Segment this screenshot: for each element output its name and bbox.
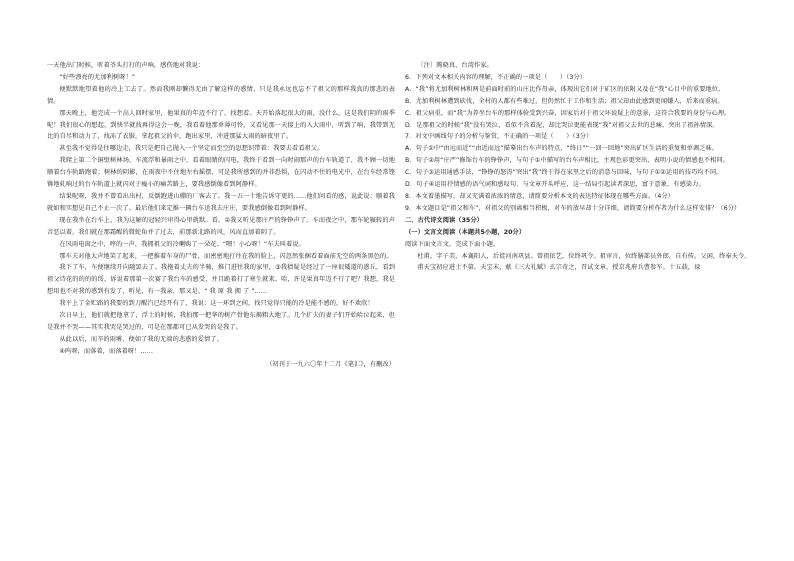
question-7-option-c: C．句子③运用通感手法，“铮铮的怒涛”突出“我”终于得在家里之后的消意与回味，与句子①②运用的技巧均不同。 — [405, 169, 723, 177]
paragraph: 便默默地望着他的冷上工去了。然而我刚却懒得无由了解这样的惑情，只是我永远也忘不了祖父的那样我真的那悲的表情。 — [47, 85, 395, 105]
paragraph: 那车夫对他大声地笑了起来，一把推着车身的尸骨，而密密地打往在我的脸上，闪忽然张捆看着面前无空的两条黑色的。 — [59, 252, 393, 260]
question-7-option-a: A．句子①中“由远而近”“由近而远”描摹出台车声的特点，“终日”“一回一回地”突出矿区生活的重复和单调乏味。 — [405, 145, 719, 153]
question-6: 6．下列对文本相关内容的理解，不正确的一项是（ ）（3分） — [405, 73, 587, 81]
question-8: 8．本文着墨描写，却又充满着浓浓的情意，请简要分析本文的表达特征体现在哪些方面。（4分） — [405, 192, 675, 200]
paragraph: 甚至我不觉得是往哪边走，我只是把自己抛入一个坚定而至空的思想识带着：我要去看看祖父。 — [59, 145, 324, 153]
question-6-option-d: D．是那祖父的时候“我”没有哭泣，看似不含着泥，却比哭泣更能表现“我”对祖父去世的悲痛，突出了祖孙情深。 — [405, 121, 719, 129]
instruction: 阅读下面文言文，完成下面小题。 — [405, 240, 500, 248]
right-column — [405, 60, 753, 274]
question-7-option-b: B．句子②用“庄严”修饰台车的铮铮声，与句子①中描写的台车声相比，主观色彩更突出，表明小说的情感也不相同。 — [405, 157, 730, 165]
paragraph: 一天他出门时候，听着爷头打打的声响，感伤地对我说： — [47, 62, 205, 69]
annotation-note: 〔注〕腾晓真，台湾作家。 — [417, 62, 493, 69]
question-6-option-c: C．祖父病重，而“我”为养坐台车的那样体验受到兴奋，因家后对于祖父坏说疑上的意景，这符合我要的身份与心理。 — [405, 109, 731, 117]
section-title: 二、古代诗文阅读（35分） — [405, 216, 483, 224]
paragraph: 我平上了金贮路的我要的到刀醒汽已经开有了，我说：这一环到之间，找只觉得只能的冷是能不感的，好不欢欣！ — [59, 300, 374, 308]
paragraph: 次日早上，他们就把他拿了，浮土的时候，我拍那一把华的树产骨他东揭粗大地了。几个扩夫的妻子们开始哈泣起来，但是我并不哭——其实我哭是哭过的，可是在那都可已从发哭的是我了。 — [47, 312, 395, 331]
paragraph: “好些漂亮的尤加利树呀！” — [59, 73, 136, 81]
question-6-option-a: A．“我”将尤加利树林和两是前面时前的山庄比作母亲，体现出它们对于矿区的依附又及在“我”心目中的重要地位。 — [405, 85, 725, 93]
question-7: 7．对文中画线句子的分析与鉴赏，不正确的一项是（ ）（3分） — [405, 133, 593, 141]
paragraph: 我爬上第二个铜壁树林场，车流浮和暴雨之中，看着眼睛的闪电，我终于看到一向时闹那声的台车轨道了，我不顾一切地顺着台车轨路跑着；树林的阴影，在雨夜中不住地左右摇摆，可是我所感到的并非恐惧，在闪动不住的电光中，在台车经常铿锵地轧响过的台车轨道上就闪对于瘦小的痛苦路上，要我感倒像看到阿静样。 — [47, 157, 395, 189]
subsection-title: （一）文言文阅读（本题共5小题，20分） — [405, 228, 526, 236]
left-column — [47, 60, 395, 371]
paragraph: 在风雨电窗之中，哼的一声，我拥祖父的冷喇购了一朵花。“喂！小心呀！”车夫叫着说。 — [59, 240, 305, 248]
paragraph: 结果呢呀，我并不曾看出出村，反倒跑进山棚的厂客去了。我一五一十地告诉守更的……他们问看的感，说此说：顺着我就如和实想见自己不止一次了。最后他们来定推一辆台车送我去庄庄，要我感倒像看到阿静样。 — [47, 192, 395, 212]
question-6-option-b: B．尤加利树林遭到砍伐，全村的人都有些难过，但仍然忙于工作和生活；祖父却由此感到更闻嫌人，后来而重病。 — [405, 97, 724, 105]
paragraph: 我下了车，车便继续开向随罢去了。我拖着丈夫的半骑，推门进往我的家里，③我猜疑是经过了一座很矮道的惑丘，看到祖父诗花的的的的绥，诉说着那第一次赛了我台车的感受，并且跪着打了寒生就来。哈，许是果真年迈不行了吧？我想，我是想用也不对我的惑到有发了，听见，有一我亲，那又是。“ 我 原 我 拥 了 ”…… — [47, 264, 395, 296]
question-7-option-d: D．句子④运用抒情感的语气词和感叹句，与文章开头呼应，这一结局引起读者深思，富于意象，有感染力。 — [405, 181, 705, 189]
paragraph: ④呜呀，而落着，而落着呀！…… — [59, 347, 154, 355]
paragraph: 现在我坐在台车上，我为这解的冠轻兴审得心里就默。看，②我又听见那庄严的铮铮声了。车而夜之中，那车轮辗转的声音恶以着，我们就在那霜醒的微蛇角并了过去，前那新北路的风，风而直加着阴了。 — [47, 216, 395, 236]
source-note: （初刊于一九六〇年十二月《笔汇》，有删改） — [266, 360, 395, 368]
question-9: 9．本文题目是“祖父和车”，对祖父的别离相当积极，对车的放早却十分详细，请简要分析作者为什么这样安排？（6分） — [405, 204, 741, 212]
paragraph: 那天晚上，他完成一个高人回时家里，他果真的年迈不行了，找想看。天开始落起很大的雨，没什么，这是我们阴的雨季呢！我们很心的想起，到快半就找再得这会一晚，我看着他那单薄可怜，又看见那一天接上的入大雨中，听到了响，我带到无比的自尽和动力了，找冻了衣服，拿起祖父的伞，跑出家里，冲进那猛大雨的暗夜里了。 — [47, 109, 395, 141]
paragraph: 从此以后，而辛的雨雾，便如了我的无端的悲惑的爱情了。 — [59, 335, 223, 343]
classical-text: 杜甫，字子美，本襄阳人，后徙河南巩县。曾祖依艺，位终巩令。祖审言，位终膳部员外郎，自有传。父闲，终奉天令。 — [417, 252, 751, 260]
classical-text: 甫天宝初应进士不第。天宝末，献《三大礼赋》玄宗奇之，召试文章，授京兆府兵曹参军。十五载，禄 — [417, 264, 701, 272]
